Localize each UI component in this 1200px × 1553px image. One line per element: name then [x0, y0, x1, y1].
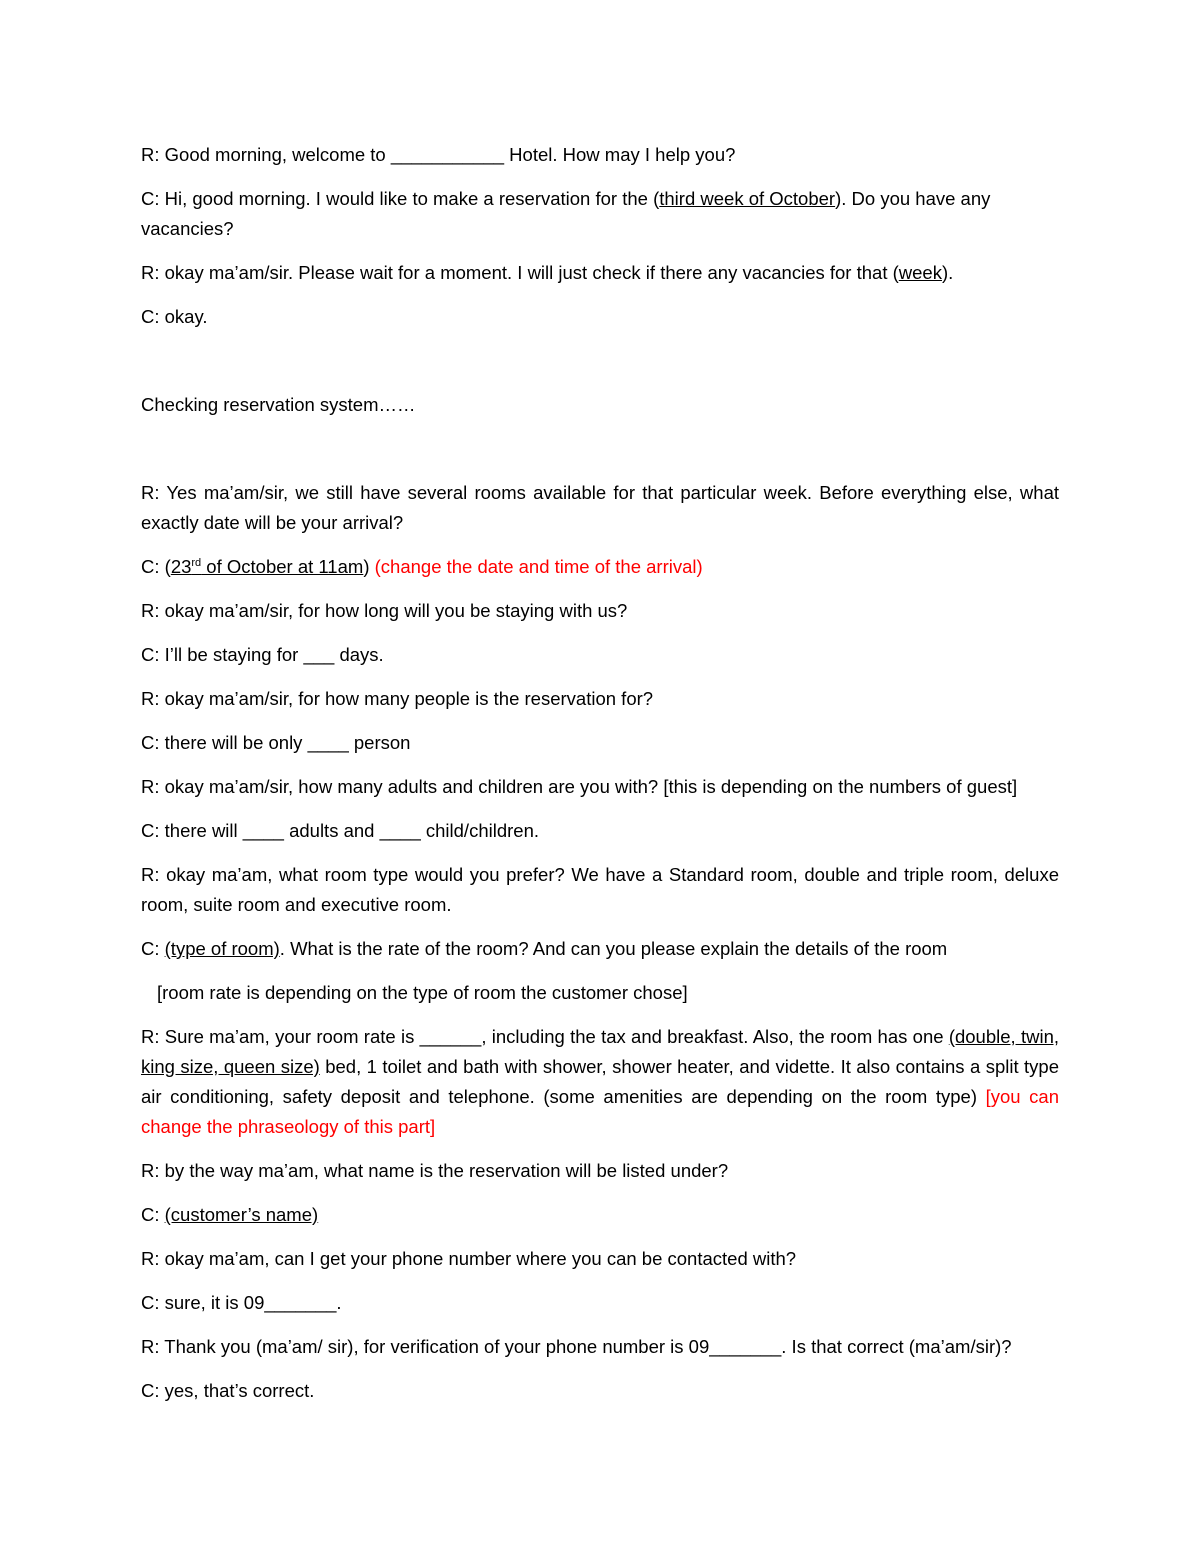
- placeholder-week: third week of October: [659, 188, 836, 209]
- line-customer-room-choice: [141, 934, 1059, 964]
- line-text: C: there will be only ____ person: [141, 732, 411, 753]
- line-customer-confirm: [141, 1376, 1059, 1406]
- line-receptionist-adults-children: [141, 772, 1059, 802]
- note-room-rate: [141, 978, 1059, 1008]
- line-customer-okay: [141, 302, 1059, 332]
- line-customer-adults-children: [141, 816, 1059, 846]
- line-receptionist-phone-request: [141, 1244, 1059, 1274]
- line-text: R: okay ma’am/sir, for how long will you be staying with us?: [141, 600, 628, 621]
- line-receptionist-room-types: [141, 860, 1059, 920]
- line-text: ).: [941, 262, 954, 283]
- line-text: R: Yes ma’am/sir, we still have several rooms available for that particular week. Before everything else, what exactly date will be your arrival?: [141, 482, 1059, 533]
- line-text: R: okay ma’am, can I get your phone number where you can be contacted with?: [141, 1248, 797, 1269]
- line-text: ). Do you have any vacancies?: [141, 188, 991, 239]
- line-text: R: by the way ma’am, what name is the reservation will be listed under?: [141, 1160, 729, 1181]
- instruction-note: (change the date and time of the arrival): [374, 556, 703, 577]
- line-checking-system: [141, 390, 1059, 420]
- spacer: [141, 434, 1059, 478]
- line-text: R: Sure ma’am, your room rate is ______, including the tax and breakfast. Also, the room has one: [141, 1026, 949, 1047]
- line-text: C: I’ll be staying for ___ days.: [141, 644, 384, 665]
- placeholder-arrival: 23rd of October at 11am: [170, 556, 364, 577]
- line-receptionist-room-details: [141, 1022, 1059, 1142]
- placeholder-customer-name: (customer’s name): [164, 1204, 319, 1225]
- line-receptionist-availability: [141, 478, 1059, 538]
- line-text: C:: [141, 1204, 165, 1225]
- line-text: R: okay ma’am, what room type would you prefer? We have a Standard room, double and triple room, deluxe room, suite room and executive room.: [141, 864, 1059, 915]
- line-customer-reservation-request: [141, 184, 1059, 244]
- line-text: C: Hi, good morning. I would like to make a reservation for the (: [141, 188, 660, 209]
- line-receptionist-phone-verify: [141, 1332, 1059, 1362]
- line-text: C: sure, it is 09_______.: [141, 1292, 342, 1313]
- line-text: [room rate is depending on the type of room the customer chose]: [157, 982, 688, 1003]
- line-text: R: Thank you (ma’am/ sir), for verification of your phone number is 09_______. Is that correct (ma’am/sir)?: [141, 1336, 1012, 1357]
- line-text: C: there will ____ adults and ____ child/children.: [141, 820, 539, 841]
- line-customer-days: [141, 640, 1059, 670]
- line-text: C: okay.: [141, 306, 208, 327]
- line-text: bed, 1 toilet and bath with shower, shower heater, and vidette. It also contains a split type air conditioning, safety deposit and telephone. (some amenities are depending on the room type): [141, 1056, 1059, 1107]
- line-text: R: okay ma’am/sir, for how many people is the reservation for?: [141, 688, 654, 709]
- line-receptionist-duration: [141, 596, 1059, 626]
- line-receptionist-name-request: [141, 1156, 1059, 1186]
- line-text: C: yes, that’s correct.: [141, 1380, 315, 1401]
- line-receptionist-greeting: [141, 140, 1059, 170]
- line-text: C:: [141, 938, 165, 959]
- line-text: C: (: [141, 556, 171, 577]
- line-text: R: okay ma’am/sir, how many adults and children are you with? [this is depending on the numbers of guest]: [141, 776, 1018, 797]
- line-customer-arrival: [141, 552, 1059, 582]
- placeholder-period: week: [898, 262, 942, 283]
- line-text: R: Good morning, welcome to ___________ Hotel. How may I help you?: [141, 144, 736, 165]
- line-receptionist-check: [141, 258, 1059, 288]
- spacer: [141, 346, 1059, 390]
- line-text: Checking reservation system……: [141, 394, 416, 415]
- line-receptionist-people: [141, 684, 1059, 714]
- line-text: R: okay ma’am/sir. Please wait for a moment. I will just check if there any vacancies for that (: [141, 262, 899, 283]
- line-customer-persons: [141, 728, 1059, 758]
- line-customer-name: [141, 1200, 1059, 1230]
- dialogue-script: [141, 140, 1059, 1420]
- placeholder-room-type: (type of room): [164, 938, 280, 959]
- line-customer-phone: [141, 1288, 1059, 1318]
- line-text: . What is the rate of the room? And can you please explain the details of the room: [279, 938, 948, 959]
- line-text: ): [363, 556, 375, 577]
- placeholder-bed-type: (double, twin, king size, queen size): [141, 1026, 1059, 1077]
- instruction-note: [you can change the phraseology of this part]: [141, 1086, 1059, 1137]
